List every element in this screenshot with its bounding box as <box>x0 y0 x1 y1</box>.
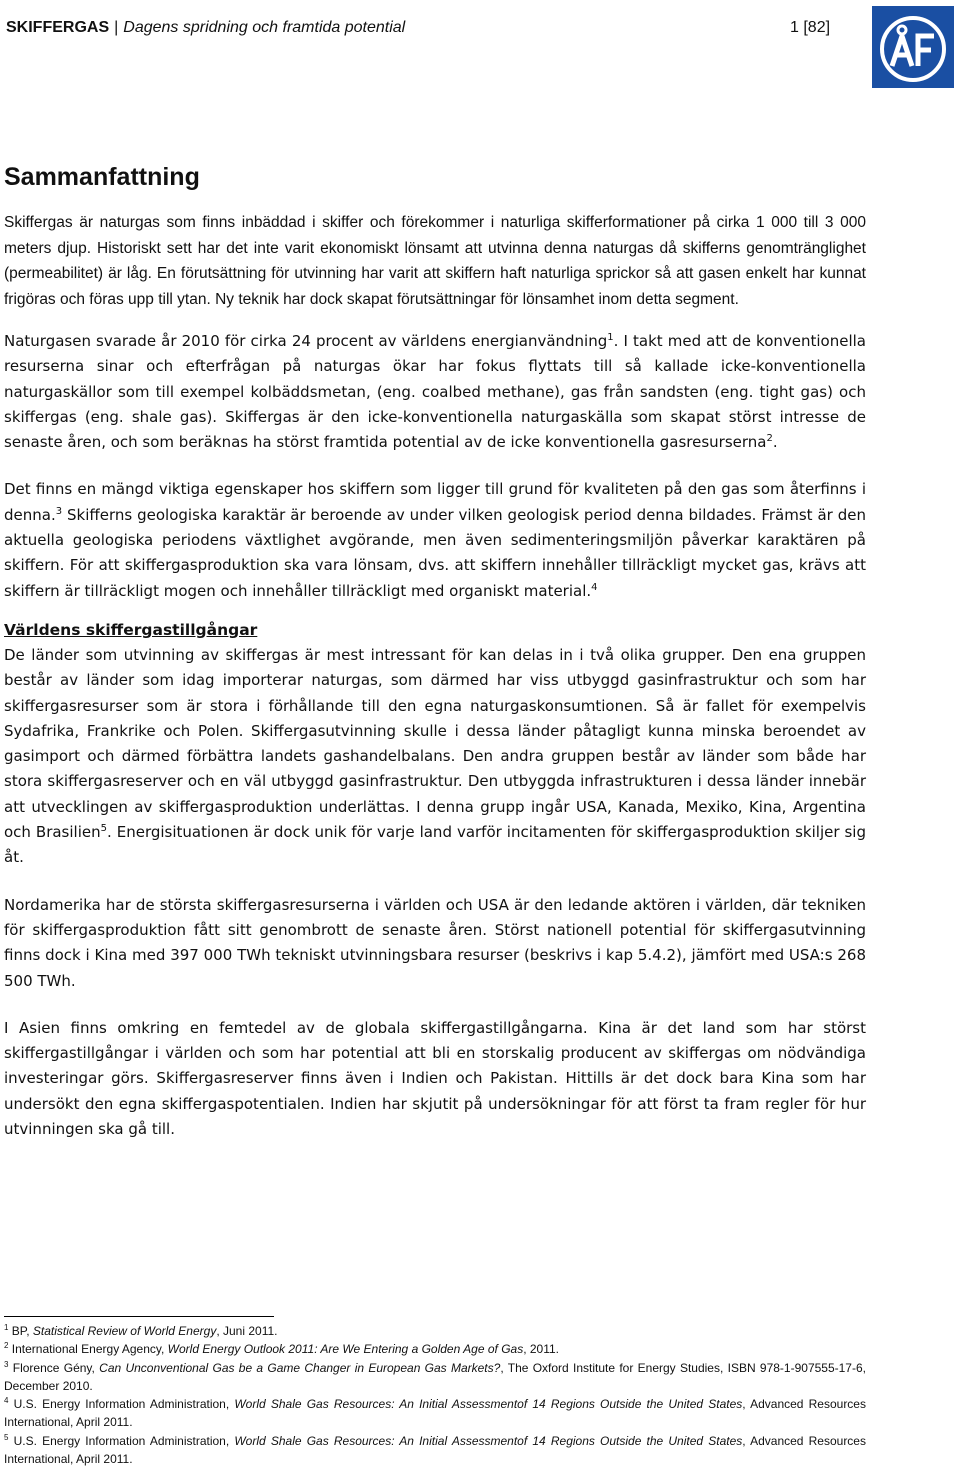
footnote-number: 5 <box>4 1432 9 1442</box>
paragraph-text: . <box>772 433 778 452</box>
footnote-text: , The Oxford Institute for Energy Studies, ISBN 978-1-907555-17-6, December 2010. <box>4 1360 866 1393</box>
footnote-title: World Shale Gas Resources: An Initial Assessmentof 14 Regions Outside the United States <box>234 1433 743 1448</box>
page-number: 1 [82] <box>790 19 831 36</box>
paragraph-text: . I takt med att de konventionella resurserna sinar och efterfrågan på naturgas ökar har fokus flyttats till så kallade icke-konventionella naturgaskällor som till exempel kolbäddsmetan, (eng. coalbed methane), gas från sandsten (eng. tight gas) och skiffergas (eng. shale gas). Skiffergas är den icke-konventionella naturgaskälla som skapat störst intresse de senaste åren, och som beräknas ha störst framtida potential av de icke konventionella gasresurserna <box>4 332 866 452</box>
paragraph-text: Det finns en mängd viktiga egenskaper hos skiffern som ligger till grund för kvaliteten på den gas som återfinns i denna. <box>4 480 866 524</box>
footnote-title: Can Unconventional Gas be a Game Changer in European Gas Markets? <box>99 1360 501 1375</box>
document-title <box>6 18 405 38</box>
footnote-title: World Shale Gas Resources: An Initial Assessmentof 14 Regions Outside the United States <box>234 1397 743 1412</box>
footnote-text: BP, <box>8 1324 33 1338</box>
paragraph-north-america: Nordamerika har de största skiffergasresurserna i världen och USA är den ledande aktören i världen, där tekniken för skiffergasproduktion fått sitt genombrott de senaste åren. Störst nationell potential för skiffergasutvinning finns dock i Kina med 397 000 TWh tekniskt utvinningsbara resurser (beskrivs i kap 5.4.2), jämfört med USA:s 268 500 TWh. <box>4 895 866 990</box>
footnote-text: , 2011. <box>523 1342 560 1357</box>
footnote-text: U.S. Energy Information Administration, <box>8 1433 235 1448</box>
page-header <box>0 0 960 95</box>
footnote-number: 4 <box>4 1396 9 1406</box>
footnote-ref: 5 <box>100 823 107 835</box>
footnote-number: 3 <box>4 1359 9 1369</box>
footnote-text: U.S. Energy Information Administration, <box>8 1397 235 1412</box>
footnote-title: Statistical Review of World Energy <box>32 1324 217 1338</box>
paragraph-intro: Skiffergas är naturgas som finns inbäddad i skiffer och förekommer i naturliga skifferformationer på cirka 1 000 till 3 000 meters djup. Historiskt sett har det inte varit ekonomiskt lönsamt att utvinna denna naturgas då skifferns genomtränglighet (permeabilitet) är låg. En förutsättning för utvinning har varit att skiffern haft naturliga sprickor så att gasen enkelt har kunnat frigöras och föras upp till ytan. Ny teknik har dock skapat förutsättningar för lönsamhet inom detta segment. <box>4 214 866 308</box>
paragraph-text: . Energisituationen är dock unik för varje land varför incitamenten för skiffergasproduktion skiljer sig åt. <box>4 823 866 867</box>
paragraph-natural-gas <box>4 329 866 455</box>
footnote-ref: 3 <box>55 505 63 517</box>
paragraph-shale-properties <box>4 477 866 603</box>
document-title-main: SKIFFERGAS <box>6 19 110 36</box>
subsection-heading: Världens skiffergastillgångar <box>4 620 258 639</box>
footnote-text: , Advanced Resources International, April 2011. <box>4 1433 866 1467</box>
af-logo-icon <box>872 6 954 88</box>
footnote-ref: 4 <box>591 581 598 593</box>
paragraph-country-groups <box>4 643 866 871</box>
footnote-ref: 1 <box>607 332 614 343</box>
paragraph-text: Naturgasen svarade år 2010 för cirka 24 procent av världens energianvändning <box>4 332 608 350</box>
main-content <box>4 160 866 1164</box>
footnote-text: Florence Gény, <box>8 1360 100 1375</box>
footnote-text: , Juni 2011. <box>216 1324 278 1338</box>
paragraph-asia: I Asien finns omkring en femtedel av de globala skiffergastillgångarna. Kina är det land som har störst skiffergastillgångar i världen och som har potential att bli en storskalig producent av skiffergas om nödvändiga investeringar görs. Skiffergasreserver finns även i Indien och Pakistan. Hittills är det dock bara Kina som har undersökt den egna skiffergaspotentialen. Indien har skjutit på undersökningar för att först ta fram regler för hur utvinningen ska gå till. <box>4 1018 866 1139</box>
footnote-number: 2 <box>4 1341 9 1351</box>
paragraph-text: Skifferns geologiska karaktär är beroende av under vilken geologisk period denna bildades. Främst är den aktuella geologiska periodens växtlighet avgörande, men även sedimenteringsmiljön påverkar karaktären på skiffern. För att skiffergasproduktion ska vara lönsam, dvs. att skiffern innehåller tillräckligt mycket gas, krävs att skiffern är tillräckligt mogen och innehåller tillräckligt med organiskt material. <box>4 505 866 600</box>
footnote-title: World Energy Outlook 2011: Are We Entering a Golden Age of Gas <box>167 1342 524 1357</box>
footnote <box>4 1322 866 1340</box>
footnote-number: 1 <box>4 1323 9 1332</box>
footnote <box>4 1340 866 1358</box>
document-subtitle: Dagens spridning och framtida potential <box>123 19 406 36</box>
footnote <box>4 1395 866 1432</box>
footnotes <box>4 1322 866 1468</box>
footnote-text: International Energy Agency, <box>8 1342 168 1357</box>
footnote-ref: 2 <box>766 433 773 445</box>
footnote-divider <box>4 1316 274 1317</box>
section-heading: Sammanfattning <box>4 163 200 191</box>
footnote <box>4 1359 866 1396</box>
footnote <box>4 1432 866 1469</box>
paragraph-text: De länder som utvinning av skiffergas är mest intressant för kan delas in i två olika grupper. Den ena gruppen består av länder som idag importerar naturgas, som därmed har viss utbyggd gasinfrastruktur och som har skiffergasresurser som är stora i förhållande till den egna naturgaskonsumtionen. Så är fallet för exempelvis Sydafrika, Frankrike och Polen. Skiffergasutvinning skulle i dessa länder påtagligt kunna minska beroendet av gasimport och därmed förbättra landets gashandelbalans. Den andra gruppen består av länder som både har stora skiffergasreserver och en väl utbyggd gasinfrastruktur. Den utbyggda infrastrukturen i dessa länder innebär att utvecklingen av skiffergasproduktion underlättas. I denna grupp ingår USA, Kanada, Mexiko, Kina, Argentina och Brasilien <box>4 645 866 842</box>
footnote-text: , Advanced Resources International, April 2011. <box>4 1397 866 1430</box>
title-separator: | <box>114 19 119 36</box>
